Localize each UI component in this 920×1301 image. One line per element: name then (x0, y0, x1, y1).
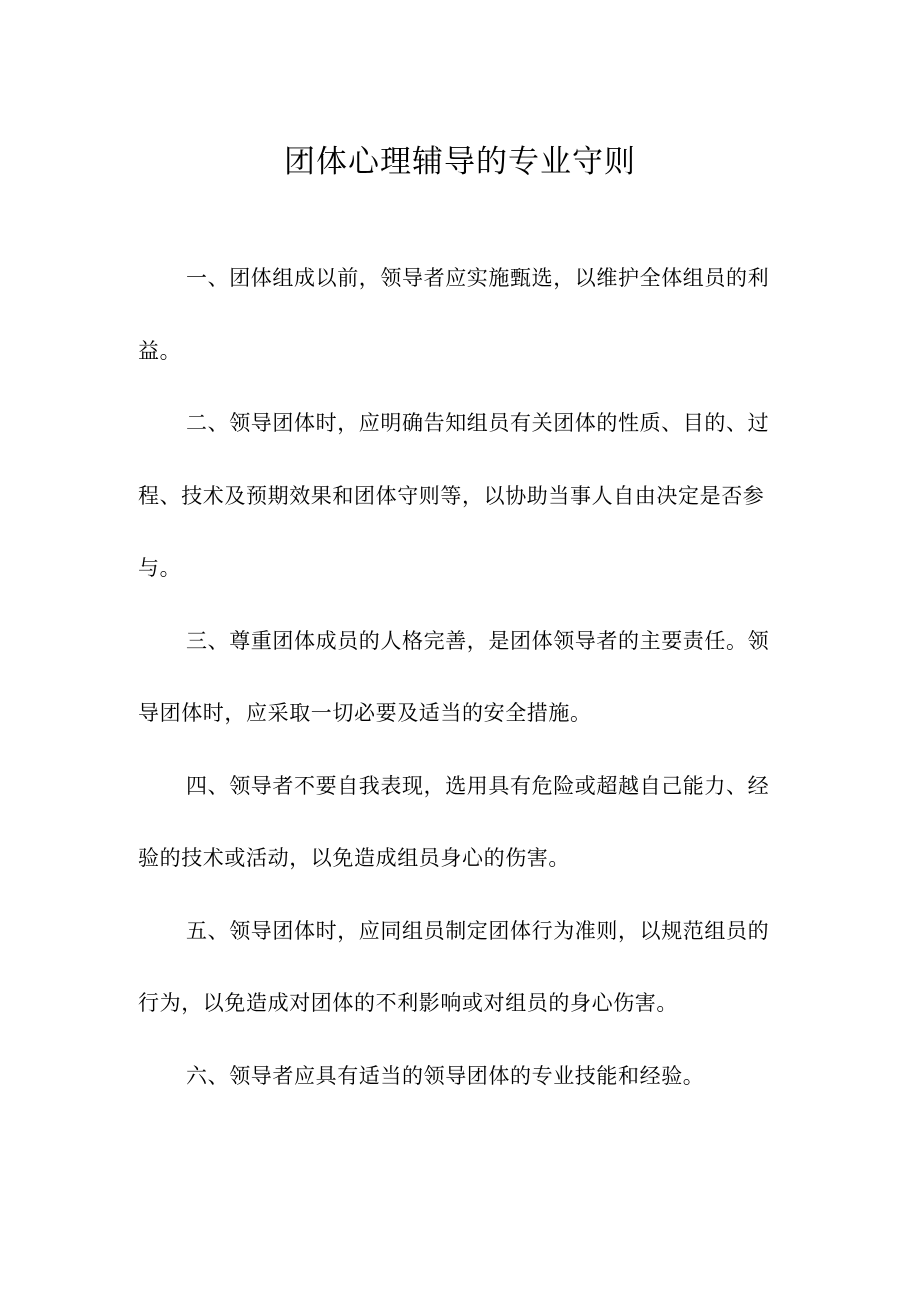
paragraph-2: 二、领导团体时，应明确告知组员有关团体的性质、目的、过程、技术及预期效果和团体守则等，以协助当事人自由决定是否参与。 (138, 411, 770, 580)
paragraph-6: 六、领导者应具有适当的领导团体的专业技能和经验。 (186, 1063, 705, 1088)
paragraph-4: 四、领导者不要自我表现，选用具有危险或超越自己能力、经验的技术或活动，以免造成组员身心的伤害。 (138, 773, 770, 870)
document-body (138, 242, 788, 1112)
paragraph-3: 三、尊重团体成员的人格完善，是团体领导者的主要责任。领导团体时，应采取一切必要及适当的安全措施。 (138, 628, 770, 725)
paragraph-1: 一、团体组成以前，领导者应实施甄选，以维护全体组员的利益。 (138, 266, 770, 363)
paragraph-5: 五、领导团体时，应同组员制定团体行为准则，以规范组员的行为，以免造成对团体的不利影响或对组员的身心伤害。 (138, 918, 770, 1015)
document-title: 团体心理辅导的专业守则 (284, 144, 636, 180)
